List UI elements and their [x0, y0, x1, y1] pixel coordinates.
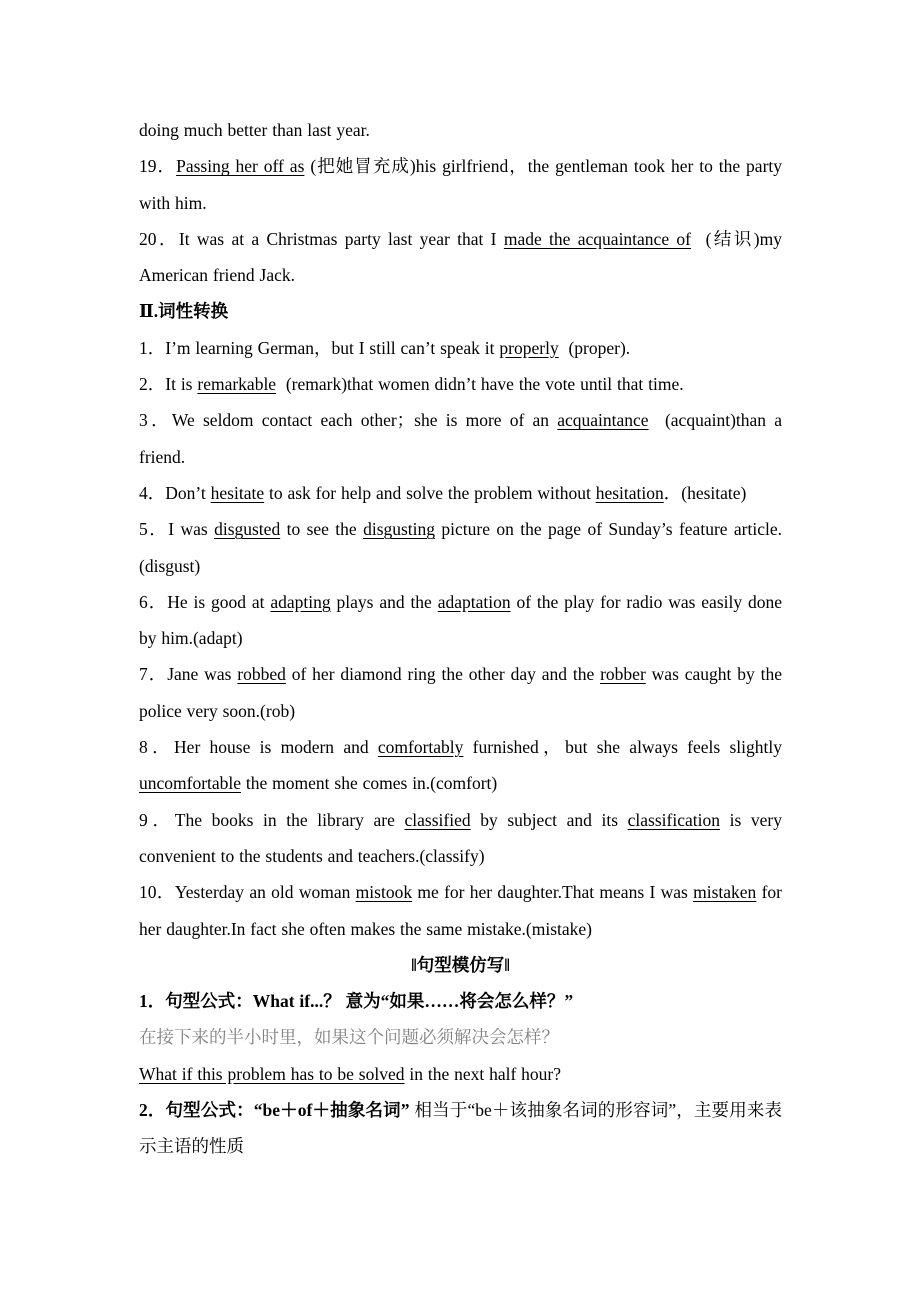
text-segment: 2．句型公式：“be＋of＋抽象名词”: [139, 1100, 410, 1121]
underlined-answer: properly: [499, 337, 559, 358]
item-19: [139, 148, 782, 221]
conversion-item-9: [139, 802, 782, 875]
underlined-answer: robber: [600, 664, 646, 685]
text-segment: me for her daughter.That means I was: [412, 882, 694, 903]
text-segment: 7．Jane was: [139, 664, 238, 685]
item-20: [139, 221, 782, 294]
text-segment: for her daughter.In fact she often makes the same mistake.(mistake): [139, 882, 783, 939]
underlined-answer: Passing her off as: [176, 156, 305, 177]
text-segment: 4．Don’t: [139, 482, 211, 503]
text-segment: 19．: [139, 156, 177, 177]
section-heading-sentence-pattern: [139, 947, 782, 983]
conversion-item-8: [139, 729, 782, 802]
pattern-item-1-formula: [139, 983, 782, 1019]
section-heading-word-conversion: [139, 293, 782, 329]
conversion-item-5: [139, 511, 782, 584]
text-segment: 9．The books in the library are: [139, 809, 405, 830]
underlined-answer: classified: [404, 809, 471, 830]
text-segment: of her diamond ring the other day and the: [285, 664, 601, 685]
text-segment: of the play for radio was easily done by him.(adapt): [139, 591, 782, 649]
underlined-answer: mistook: [355, 882, 413, 903]
underlined-answer: acquaintance: [557, 410, 649, 431]
text-segment: Ⅱ.词性转换: [139, 301, 229, 322]
text-segment: 在接下来的半小时里，如果这个问题必须解决会怎样？: [139, 1027, 559, 1048]
underlined-answer: adapting: [270, 591, 331, 612]
text-segment: (proper).: [558, 337, 631, 358]
text-segment: picture on the page of Sunday’s feature article.(disgust): [139, 519, 783, 576]
text-segment: 8．Her house is modern and: [139, 737, 378, 758]
text-segment: to see the: [280, 519, 364, 540]
conversion-item-2: [139, 366, 782, 402]
underlined-answer: What if this problem has to be solved: [139, 1063, 405, 1084]
pattern-item-1-answer: [139, 1056, 782, 1092]
text-segment: furnished，but she always feels slightly: [463, 737, 782, 758]
pattern-item-1-chinese-prompt: [139, 1019, 782, 1055]
text-segment: doing much better than last year.: [139, 120, 370, 140]
text-segment: 20．It was at a Christmas party last year that I: [139, 228, 504, 249]
text-segment: ‖句型模仿写‖: [411, 954, 510, 975]
underlined-answer: disgusted: [214, 519, 281, 540]
text-segment: in the next half hour?: [404, 1063, 562, 1084]
text-segment: 10．Yesterday an old woman: [139, 882, 356, 903]
underlined-answer: remarkable: [197, 374, 277, 395]
underlined-answer: mistaken: [693, 882, 757, 903]
conversion-item-1: [139, 330, 782, 366]
underlined-answer: hesitation: [595, 482, 664, 503]
text-segment: was caught by the police very soon.(rob): [139, 664, 782, 721]
underlined-answer: robbed: [237, 664, 286, 685]
text-segment: (acquaint)than a friend.: [139, 410, 782, 467]
line-continuation-item-18: [139, 112, 782, 148]
text-segment: 5．I was: [139, 519, 215, 540]
text-segment: by subject and its: [470, 809, 628, 830]
text-segment: 6．He is good at: [139, 591, 271, 612]
text-segment: 1．I’m learning German，but I still can’t speak it: [139, 337, 500, 358]
underlined-answer: classification: [627, 809, 720, 830]
underlined-answer: hesitate: [210, 482, 265, 503]
underlined-answer: disgusting: [363, 519, 436, 540]
text-segment: (remark)that women didn’t have the vote until that time.: [276, 374, 684, 395]
underlined-answer: adaptation: [437, 591, 511, 612]
underlined-answer: comfortably: [377, 737, 464, 758]
text-segment: plays and the: [330, 591, 438, 612]
text-segment: is very convenient to the students and teachers.(classify): [139, 809, 782, 866]
conversion-item-3: [139, 402, 782, 475]
conversion-item-4: [139, 475, 782, 511]
underlined-answer: uncomfortable: [139, 773, 242, 794]
text-segment: the moment she comes in.(comfort): [241, 773, 498, 794]
text-segment: 3．We seldom contact each other；she is more of an: [139, 410, 558, 431]
text-segment: to ask for help and solve the problem without: [264, 482, 596, 503]
text-segment: (结识)my American friend Jack.: [139, 228, 783, 286]
conversion-item-10: [139, 874, 782, 947]
pattern-item-2-formula: [139, 1092, 782, 1165]
text-segment: 相当于“be＋该抽象名词的形容词”，主要用来表示主语的性质: [139, 1100, 782, 1157]
conversion-item-7: [139, 656, 782, 729]
underlined-answer: made the acquaintance of: [503, 228, 691, 249]
text-segment: 1．句型公式：What if...？ 意为“如果……将会怎么样？”: [139, 991, 574, 1012]
conversion-item-6: [139, 584, 782, 657]
text-segment: 2．It is: [139, 374, 198, 395]
text-segment: (把她冒充成)his girlfriend，the gentleman took her to the party with him.: [139, 156, 783, 213]
text-segment: ．(hesitate): [663, 482, 747, 503]
